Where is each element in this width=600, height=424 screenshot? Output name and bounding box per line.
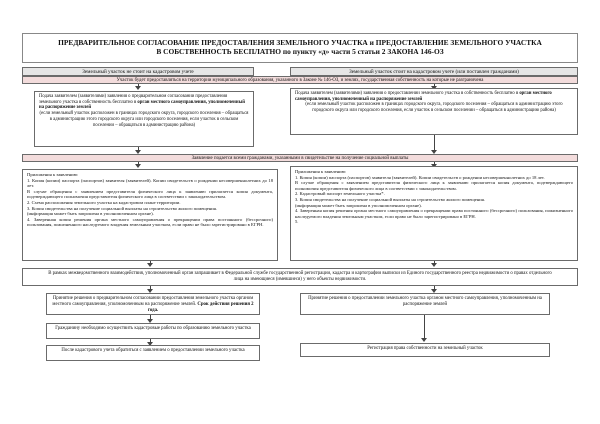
right-attachments-item: 3. Копия свидетельства на получение социальной выплаты на строительство жилого помещения. <box>295 196 486 202</box>
left-attachments-item: 3. Копия свидетельства на получение социальной выплаты на строительство жилого помещения. <box>27 205 218 211</box>
left-attachments <box>22 169 278 261</box>
left-attachments-item: В случае обращения с заявлением представителя физического лица к заявлению прилагается копия документа, подтверждающего полномочия представителя физического лица в соответствии с законодательством. <box>27 188 273 200</box>
left-application-step <box>34 91 254 147</box>
left-attachments-item: (информация может быть запрошена в уполномоченном органе). <box>27 211 154 217</box>
ownership-registration-step <box>300 343 550 357</box>
certificate-note-text: Заявление подается всеми гражданами, указанными в свидетельстве на получение социальной выплаты <box>191 156 409 161</box>
territory-note-text: Участок будет предоставляться на территории муниципального образования, указанного в Законе № 146-ОЗ, и землях, государственная собственность на которые не разграничена <box>116 78 484 83</box>
right-attachments-item: Приложения к заявлению: <box>295 169 347 174</box>
left-application-text-a: Подача заявителем (заявителями) заявления о предварительном согласовании предоставления земельного участка в собственность бесплатно в <box>39 94 228 105</box>
right-branch-header-label: Земельный участок стоит на кадастровом учете (или поставлен гражданами) <box>349 69 519 75</box>
title-line-1: ПРЕДВАРИТЕЛЬНОЕ СОГЛАСОВАНИЕ ПРЕДОСТАВЛЕНИЯ ЗЕМЕЛЬНОГО УЧАСТКА и ПРЕДОСТАВЛЕНИЕ ЗЕМЕЛЬНОГО УЧАСТКА <box>58 38 542 47</box>
right-branch-header <box>290 67 578 76</box>
left-decision-text: Принятие решения о предварительном согласовании предоставления земельного участка органом местного самоуправления, уполномоченным на распоряжение землей. <box>52 296 254 307</box>
left-application-text-c: (если земельный участок расположен в границах городского округа, городского поселения – обращаться в администрацию этого городского округа или городского поселения, если участок в сельском поселении – обращаться в администрацию района) <box>39 111 249 128</box>
interagency-request-text: В рамках межведомственного взаимодействия, уполномоченный орган запрашивает в Федеральной службе государственной регистрации, кадастра и картографии выписки из Единого государственного реестра недвижимости о правах отдельного лица на имеющиеся (имевшиеся) у него объекты недвижимости. <box>48 271 552 282</box>
certificate-note <box>22 154 578 162</box>
page-title <box>22 33 578 63</box>
right-decision-text: Принятие решения о предоставлении земельного участка органом местного самоуправления, уполномоченным на распоряжение землей <box>308 296 542 307</box>
right-attachments-item: 4. Заверенная копия решения органа местного самоуправления о прекращении права постоянного (бессрочного) пользования, пожизненного наследуемого владения земельным участком, если право не было зарегистрировано в ЕГРН. <box>295 208 573 219</box>
right-application-text-c: (если земельный участок расположен в границах городского округа, городского поселения – обращаться в администрацию этого городского округа или городского поселения, если участок в сельском поселении – обращаться в администрацию района) <box>305 102 563 114</box>
right-attachments-item: В случае обращения с заявлением представителя физического лица к заявлению прилагается копия документа, подтверждающего полномочия представителя физического лица в соответствии с законодательством. <box>295 180 573 191</box>
left-attachments-item: 4. Заверенная копия решения органа местного самоуправления о прекращении права постоянного (бессрочного) пользования, пожизненного наследуемого владения земельным участком, если право не было зарегистрировано в ЕГРН. <box>27 216 273 228</box>
left-attachments-item: Приложения к заявлению: <box>27 172 79 177</box>
right-attachments-item: (информация может быть запрошена в уполномоченном органе). <box>295 202 422 208</box>
cadastral-works-step <box>46 323 260 339</box>
cadastral-works-text: Гражданину необходимо осуществить кадастровые работы по образованию земельного участка <box>55 326 251 331</box>
left-application-authority: орган местного самоуправления, уполномоченный на распоряжение землей <box>39 99 245 111</box>
right-attachments-item: 5. <box>295 219 299 225</box>
right-grant-decision <box>300 293 550 315</box>
right-application-text-a: Подача заявителем (заявителями) заявления о предоставлении земельного участка в собственность бесплатно в <box>295 91 520 96</box>
left-preliminary-decision <box>46 293 260 315</box>
right-attachments-item: 1. Копия (копии) паспорта (паспортов) заявителя (заявителей). Копии свидетельств о рождении несовершеннолетних до 18 лет. <box>295 174 545 180</box>
left-branch-header <box>22 67 254 76</box>
after-cadastral-text: После кадастрового учета обратиться с заявлением о предоставлении земельного участка <box>61 348 245 353</box>
right-application-authority: орган местного самоуправления, уполномоченный на распоряжение землей <box>295 91 552 102</box>
territory-note <box>22 76 578 84</box>
left-decision-validity: Срок действия решения 2 года. <box>147 301 254 313</box>
after-cadastral-step <box>46 345 260 361</box>
interagency-request <box>22 268 578 286</box>
right-attachments <box>290 166 578 261</box>
right-application-step <box>290 88 578 135</box>
left-attachments-item: 1. Копия (копии) паспорта (паспортов) заявителя (заявителей). Копии свидетельств о рождении несовершеннолетних до 18 лет. <box>27 177 273 189</box>
left-branch-header-label: Земельный участок не стоит на кадастровом учете <box>82 69 194 75</box>
left-attachments-item: 2. Схема расположения земельного участка на кадастровом плане территории. <box>27 199 181 205</box>
title-line-2: В СОБСТВЕННОСТЬ БЕСПЛАТНО по пункту «д» части 5 статьи 2 ЗАКОНА 146-ОЗ <box>156 47 444 57</box>
ownership-registration-text: Регистрация права собственности на земельный участок <box>367 346 483 351</box>
right-attachments-item: 2. Кадастровый паспорт земельного участка*. <box>295 191 385 197</box>
